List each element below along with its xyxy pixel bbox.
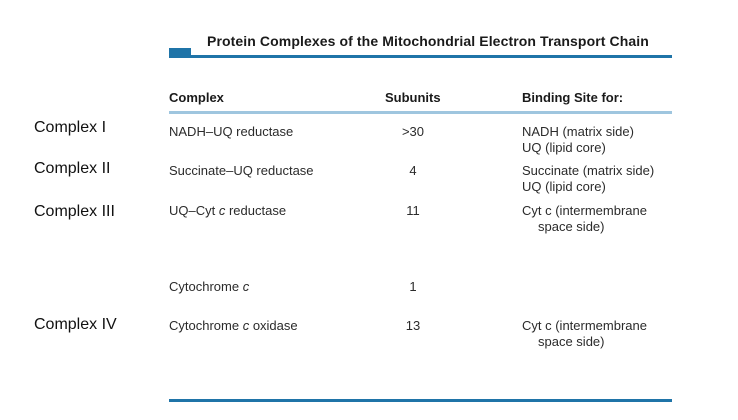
side-label-complex-iii: Complex III: [34, 203, 115, 220]
bottom-rule: [169, 399, 672, 402]
header-subunits: Subunits: [385, 90, 441, 105]
row-4-subunits: 1: [409, 279, 417, 294]
row-3-binding: Cyt c (intermembrane space side): [522, 203, 647, 234]
row-5-binding: Cyt c (intermembrane space side): [522, 318, 647, 349]
row-2-complex: Succinate–UQ reductase: [169, 163, 314, 178]
row-3-subunits: 11: [406, 203, 420, 218]
title-accent-block: [169, 48, 191, 55]
header-rule: [169, 111, 672, 114]
header-binding-site: Binding Site for:: [522, 90, 624, 105]
row-5-complex: Cytochrome c oxidase: [169, 318, 298, 333]
row-3-complex: UQ–Cyt c reductase: [169, 203, 287, 218]
row-2-subunits: 4: [409, 163, 417, 178]
title-rule: [169, 55, 672, 58]
row-2-binding: Succinate (matrix side) UQ (lipid core): [522, 163, 655, 194]
row-1-binding: NADH (matrix side) UQ (lipid core): [522, 124, 634, 155]
side-label-complex-ii: Complex II: [34, 160, 111, 177]
table-title: Protein Complexes of the Mitochondrial Electron Transport Chain: [207, 33, 649, 49]
side-label-complex-iv: Complex IV: [34, 316, 117, 333]
row-4-complex: Cytochrome c: [169, 279, 250, 294]
header-complex: Complex: [169, 90, 224, 105]
row-1-complex: NADH–UQ reductase: [169, 124, 294, 139]
row-1-subunits: >30: [401, 124, 425, 139]
side-label-complex-i: Complex I: [34, 119, 107, 136]
row-5-subunits: 13: [405, 318, 421, 333]
